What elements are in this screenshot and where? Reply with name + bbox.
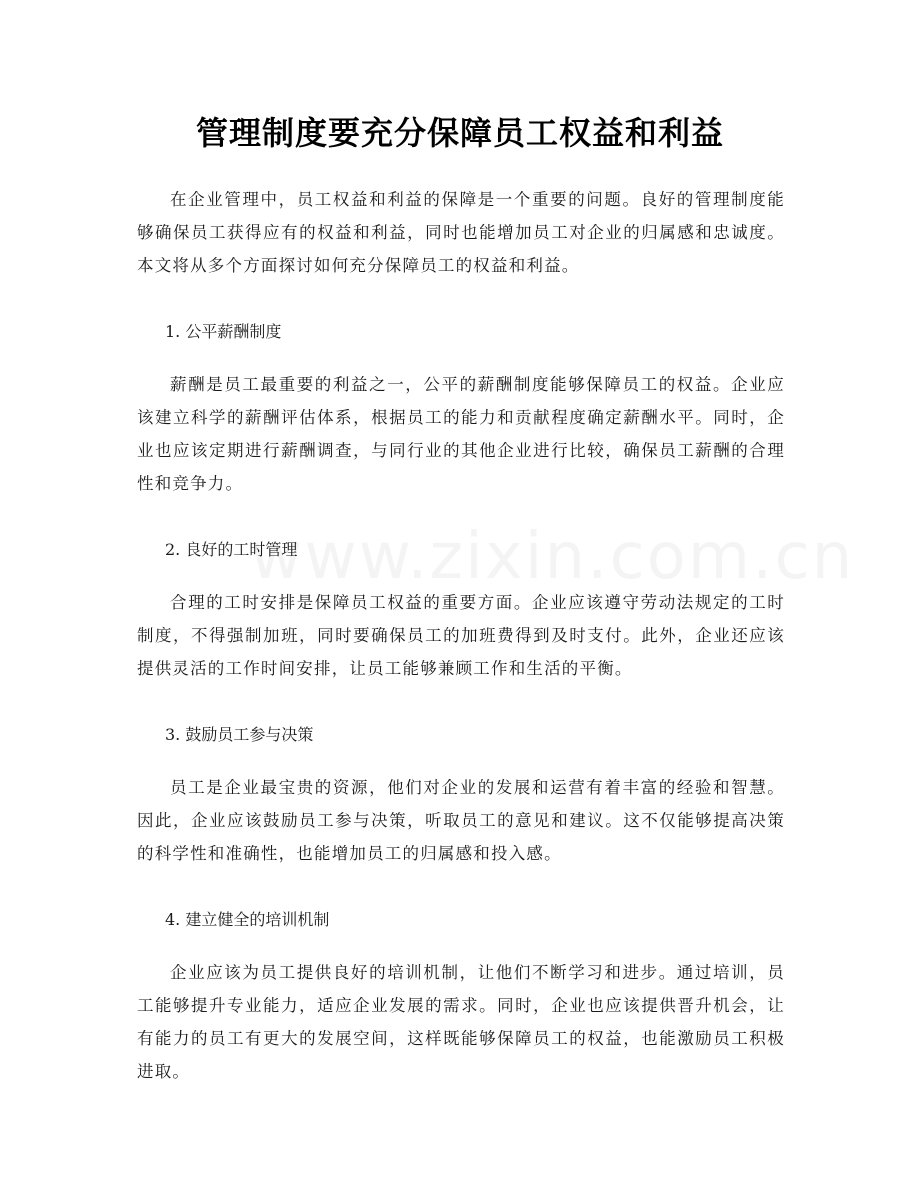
section-heading-3: 3. 鼓励员工参与决策 xyxy=(165,725,314,744)
section-heading-4: 4. 建立健全的培训机制 xyxy=(165,910,330,929)
section-body-3: 员工是企业最宝贵的资源，他们对企业的发展和运营有着丰富的经验和智慧。因此，企业应该鼓励员工参与决策，听取员工的意见和建议。这不仅能够提高决策的科学性和准确性，也能增加员工的归属感和投入感。 xyxy=(137,778,785,863)
document-title: 管理制度要充分保障员工权益和利益 xyxy=(195,114,724,152)
document-body xyxy=(137,183,785,1088)
section-body-4: 企业应该为员工提供良好的培训机制，让他们不断学习和进步。通过培训，员工能够提升专业能力，适应企业发展的需求。同时，企业也应该提供晋升机会，让有能力的员工有更大的发展空间，这样既能够保障员工的权益，也能激励员工积极进取。 xyxy=(137,963,785,1081)
section-body-1: 薪酬是员工最重要的利益之一，公平的薪酬制度能够保障员工的权益。企业应该建立科学的薪酬评估体系，根据员工的能力和贡献程度确定薪酬水平。同时，企业也应该定期进行薪酬调查，与同行业的其他企业进行比较，确保员工薪酬的合理性和竞争力。 xyxy=(137,375,785,493)
section-heading-2: 2. 良好的工时管理 xyxy=(165,540,298,559)
intro-paragraph: 在企业管理中，员工权益和利益的保障是一个重要的问题。良好的管理制度能够确保员工获得应有的权益和利益，同时也能增加员工对企业的归属感和忠诚度。本文将从多个方面探讨如何充分保障员工的权益和利益。 xyxy=(137,190,785,275)
section-body-2: 合理的工时安排是保障员工权益的重要方面。企业应该遵守劳动法规定的工时制度，不得强制加班，同时要确保员工的加班费得到及时支付。此外，企业还应该提供灵活的工作时间安排，让员工能够兼顾工作和生活的平衡。 xyxy=(137,593,785,678)
section-heading-1: 1. 公平薪酬制度 xyxy=(165,322,282,341)
